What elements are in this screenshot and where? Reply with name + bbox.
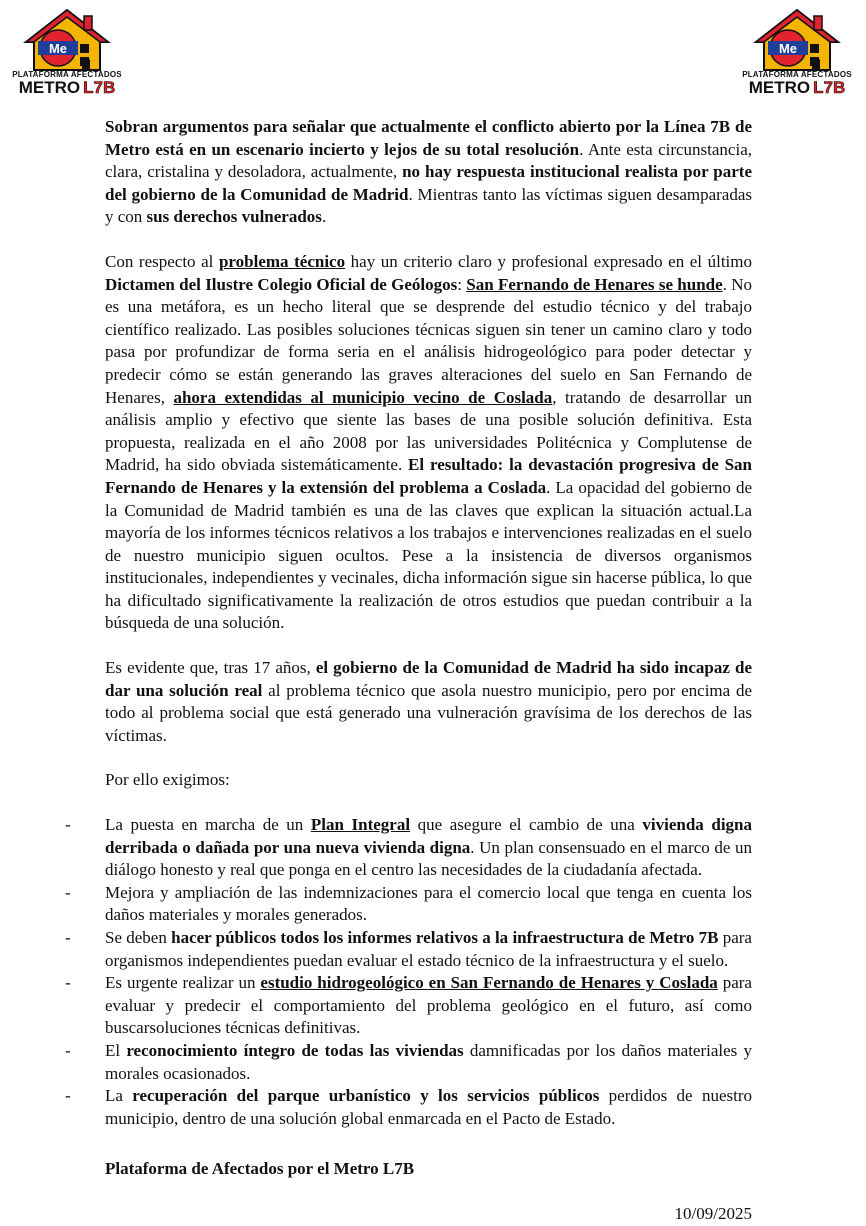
text-run: hay un criterio claro y profesional expresado en el último bbox=[345, 251, 752, 271]
dash-marker: - bbox=[65, 928, 71, 947]
text-run: damnificadas por los daños materiales y morales ocasionados. bbox=[105, 1040, 752, 1083]
text-run: perdidos de nuestro municipio, dentro de una solución global enmarcada en el Pacto de Estado. bbox=[105, 1086, 752, 1128]
logo-left bbox=[12, 8, 122, 97]
bold-text: reconocimiento íntegro de todas las viviendas bbox=[126, 1040, 464, 1060]
logo-top-text: PLATAFORMA AFECTADOS bbox=[742, 70, 852, 79]
bold-text: no hay respuesta institucional realista por parte del gobierno de la Comunidad de Madrid bbox=[105, 162, 752, 204]
list-item bbox=[65, 814, 752, 882]
bold-text: Sobran argumentos para señalar que actualmente el conflicto abierto por la Línea 7B de Metro está en un escenario incierto y lejos de su total resolución bbox=[105, 117, 752, 159]
document-date: 10/09/2025 bbox=[674, 1203, 752, 1223]
list-item bbox=[65, 927, 752, 972]
dash-marker: - bbox=[65, 1086, 71, 1106]
house-logo-icon bbox=[22, 8, 112, 72]
text-run: Mejora y ampliación de las indemnizaciones para el comercio local que tenga en cuenta los daños materiales y morales generados. bbox=[105, 882, 752, 925]
text-run: . La opacidad del gobierno de la Comunidad de Madrid también es una de las claves que explican la situación actual.La mayoría de los informes técnicos relativos a los trabajos e intervenciones realizadas en el suelo de nuestro municipio siguen ocultos. Pese a la insistencia de diversos organismos institucionales, independientes y vecinales, dicha información sigue sin hacerse pública, lo que ha dificultado significativamente la realización de otros estudios que puedan contribuir a la búsqueda de una solución. bbox=[105, 477, 752, 633]
text-run: Se deben bbox=[105, 928, 172, 947]
dash-marker: - bbox=[65, 1040, 71, 1060]
bold-underlined-text: ahora extendidas al municipio vecino de Coslada bbox=[173, 387, 553, 407]
text-run: . No es una metáfora, es un hecho literal que se desprende del estudio técnico y del trabajo científico realizado. Las posibles soluciones técnicas siguen sin tener un camino claro y todo pasa por profundizar de forma seria en el análisis hidrogeológico para poder detectar y predecir cómo se están generando las graves alteraciones del suelo en San Fernando de Henares, bbox=[105, 274, 752, 407]
list-item bbox=[65, 882, 752, 927]
text-run: La bbox=[105, 1086, 133, 1106]
logo-bottom-text bbox=[742, 79, 852, 97]
logo-line-text: L7B bbox=[813, 78, 846, 97]
text-run: que asegure el cambio de una bbox=[410, 815, 643, 835]
list-item bbox=[65, 1040, 752, 1085]
logo-metro-text: METRO bbox=[748, 78, 811, 97]
bold-text: Dictamen del Ilustre Colegio Oficial de Geólogos bbox=[105, 274, 458, 294]
list-item bbox=[65, 1085, 752, 1130]
text-run: . Un plan consensuado en el marco de un diálogo honesto y real que ponga en el centro las necesidades de la ciudadanía afectada. bbox=[105, 837, 752, 880]
bold-underlined-text: Plan Integral bbox=[310, 815, 411, 835]
bold-underlined-text: San Fernando de Henares se hunde bbox=[466, 274, 723, 294]
text-run: Con respecto al bbox=[105, 251, 219, 271]
logo-bottom-text bbox=[12, 79, 122, 97]
text-run: La puesta en marcha de un bbox=[105, 815, 311, 835]
bold-text: hacer públicos todos los informes relativos a la infraestructura de Metro 7B bbox=[171, 928, 719, 947]
bold-underlined-text: estudio hidrogeológico en San Fernando de Henares y Coslada bbox=[260, 973, 718, 993]
text-run: . Ante esta circunstancia, clara, cristalina y desoladora, actualmente, bbox=[105, 139, 752, 182]
house-logo-icon bbox=[752, 8, 842, 72]
demands-list bbox=[65, 814, 752, 1130]
text-run: . Mientras tanto las víctimas siguen desamparadas y con bbox=[105, 184, 752, 227]
list-item bbox=[65, 972, 752, 1040]
logo-top-text: PLATAFORMA AFECTADOS bbox=[12, 70, 122, 79]
dash-marker: - bbox=[65, 882, 71, 902]
signature: Plataforma de Afectados por el Metro L7B bbox=[105, 1159, 415, 1179]
text-run: Es evidente que, tras 17 años, bbox=[105, 658, 316, 678]
text-run: El bbox=[105, 1040, 127, 1060]
dash-marker: - bbox=[65, 973, 71, 993]
bold-text: El resultado: la devastación progresiva de San Fernando de Henares y la extensión del problema a Coslada bbox=[105, 455, 752, 497]
demands-intro: Por ello exigimos: bbox=[105, 770, 230, 790]
text-run: : bbox=[457, 274, 467, 294]
text-run: Es urgente realizar un bbox=[105, 973, 261, 993]
bold-text: sus derechos vulnerados bbox=[146, 207, 322, 227]
text-run: al problema técnico que asola nuestro municipio, pero por encima de todo al problema social que está generado una vulneración gravísima de los derechos de las víctimas. bbox=[105, 680, 752, 745]
text-run: , tratando de desarrollar un análisis amplio y efectivo que siente las bases de una posible solución definitiva. Esta propuesta, realizada en el año 2008 por las universidades Politécnica y Complutense de Madrid, ha sido obviada sistemáticamente. bbox=[105, 387, 752, 475]
dash-marker: - bbox=[65, 815, 71, 835]
bold-text: vivienda digna derribada o dañada por una nueva vivienda digna bbox=[105, 815, 752, 857]
logo-badge-text: Me bbox=[778, 41, 798, 56]
logo-metro-text: METRO bbox=[18, 78, 81, 97]
text-run: . bbox=[321, 207, 327, 227]
document-body bbox=[65, 116, 752, 1226]
text-run: para organismos independientes puedan evaluar el estado técnico de la infraestructura y el suelo. bbox=[105, 928, 752, 970]
logo-badge-text: Me bbox=[48, 41, 68, 56]
logo-right bbox=[742, 8, 852, 97]
paragraph-government bbox=[105, 657, 752, 747]
paragraph-intro bbox=[105, 116, 752, 229]
bold-text: el gobierno de la Comunidad de Madrid ha sido incapaz de dar una solución real bbox=[105, 658, 752, 700]
bold-text: recuperación del parque urbanístico y los servicios públicos bbox=[132, 1086, 600, 1106]
text-run: para evaluar y predecir el comportamiento del problema geológico en el futuro, así como buscarsoluciones técnicas definitivas. bbox=[105, 973, 752, 1038]
bold-underlined-text: problema técnico bbox=[218, 251, 346, 271]
paragraph-technical-problem bbox=[105, 251, 752, 635]
logo-line-text: L7B bbox=[83, 78, 116, 97]
